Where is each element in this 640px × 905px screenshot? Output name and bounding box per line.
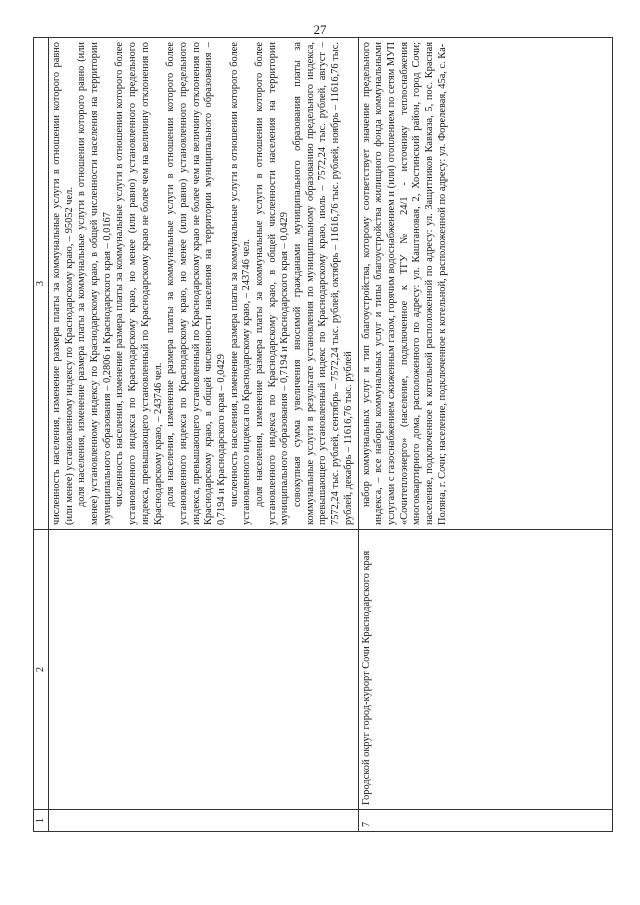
data-table <box>33 37 613 832</box>
paragraph: численность населения, изменение размера платы за коммунальные услуги в отношении которого более установленного индекса по Краснодарскому краю, – 243746 чел. <box>228 42 253 525</box>
paragraph: численность населения, изменение размера платы за коммунальные услуги в отношении которого более установленного индекса по Краснодарскому краю, но менее (или равно) установленного предельного индекса, превышающего установленный по Краснодарскому краю не более чем на величину отклонения по Краснодарскому краю, – 243746 чел. <box>114 42 164 525</box>
header-col-3: 3 <box>34 38 49 530</box>
rotated-table-container <box>33 37 613 832</box>
table-row-continued <box>49 38 359 832</box>
row-7-number: 7 <box>358 810 613 832</box>
header-col-2: 2 <box>34 530 49 810</box>
row-continued-region <box>49 530 359 810</box>
paragraph: совокупная сумма увеличения вносимой гражданами муниципального образования платы за коммунальные услуги в результате установления по муниципальному образованию предельного индекса, превышающего установленный индекс по Краснодарскому краю, июль – 7572,24 тыс. рублей, август – 7572,24 тыс. рублей, сентябрь – 7572,24 тыс. рублей, октябрь – 11616,76 тыс. рублей, ноябрь – 11616,76 тыс. рублей, декабрь – 11616,76 тыс. рублей <box>292 42 354 525</box>
page-number: 27 <box>313 22 327 37</box>
row-7-region: Городской округ город-курорт Сочи Краснодарского края <box>358 530 613 810</box>
header-col-1: 1 <box>34 810 49 832</box>
row-7-details <box>358 38 613 530</box>
row-continued-details <box>49 38 359 530</box>
paragraph: доля населения, изменение размера платы за коммунальные услуги в отношении которого более установленного индекса по Краснодарскому краю, в общей численности населения на территории муниципального образования – 0,7194 и Краснодарского края – 0,0429 <box>254 42 291 525</box>
row-continued-number <box>49 810 359 832</box>
paragraph: доля населения, изменение размера платы за коммунальные услуги в отношении которого более установленного индекса по Краснодарскому краю, но менее (или равно) установленного предельного индекса, превышающего установленный по Краснодарскому краю не более чем на величину отклонения по Краснодарскому краю, в общей численности населения на территории муниципального образования – 0,7194 и Краснодарского края – 0,0429 <box>165 42 227 525</box>
paragraph: численность населения, изменение размера платы за коммунальные услуги в отношении которого равно (или менее) установленному индексу по Краснодарскому краю, – 95052 чел. <box>51 42 75 525</box>
table-row-7 <box>358 38 613 832</box>
paragraph: набор коммунальных услуг и тип благоустройства, которому соответствует значение предельного индекса, – все наборы коммунальных услуг и типы благоустройства жилищного фонда коммунальными услугами с газоснабжением сжиженным газом, горячим водоснабжением и (или) отоплением по сетям МУП «Сочитеплоэнерго» (население, подключенное к ТГУ № 24/1 - источнику теплоснабжения многоквартирного дома, расположенного по адресу: ул. Каштановая, 2, Хостинский район, город Сочи; население, подключенное к котельной расположенной по адресу: ул. Защитников Кавказа, 5, пос. Красная Поляна, г. Сочи; население, подключенное к котельной, расположенной по адресу: ул. Форелевая, 45а, с. Ка- <box>360 42 448 525</box>
paragraph: доля населения, изменение размера платы за коммунальные услуги в отношении которого равно (или менее) установленному индексу по Краснодарскому краю, в общей численности населения на территории муниципального образования – 0,2806 и Краснодарского края – 0,0167 <box>76 42 113 525</box>
table-header-row <box>34 38 49 832</box>
